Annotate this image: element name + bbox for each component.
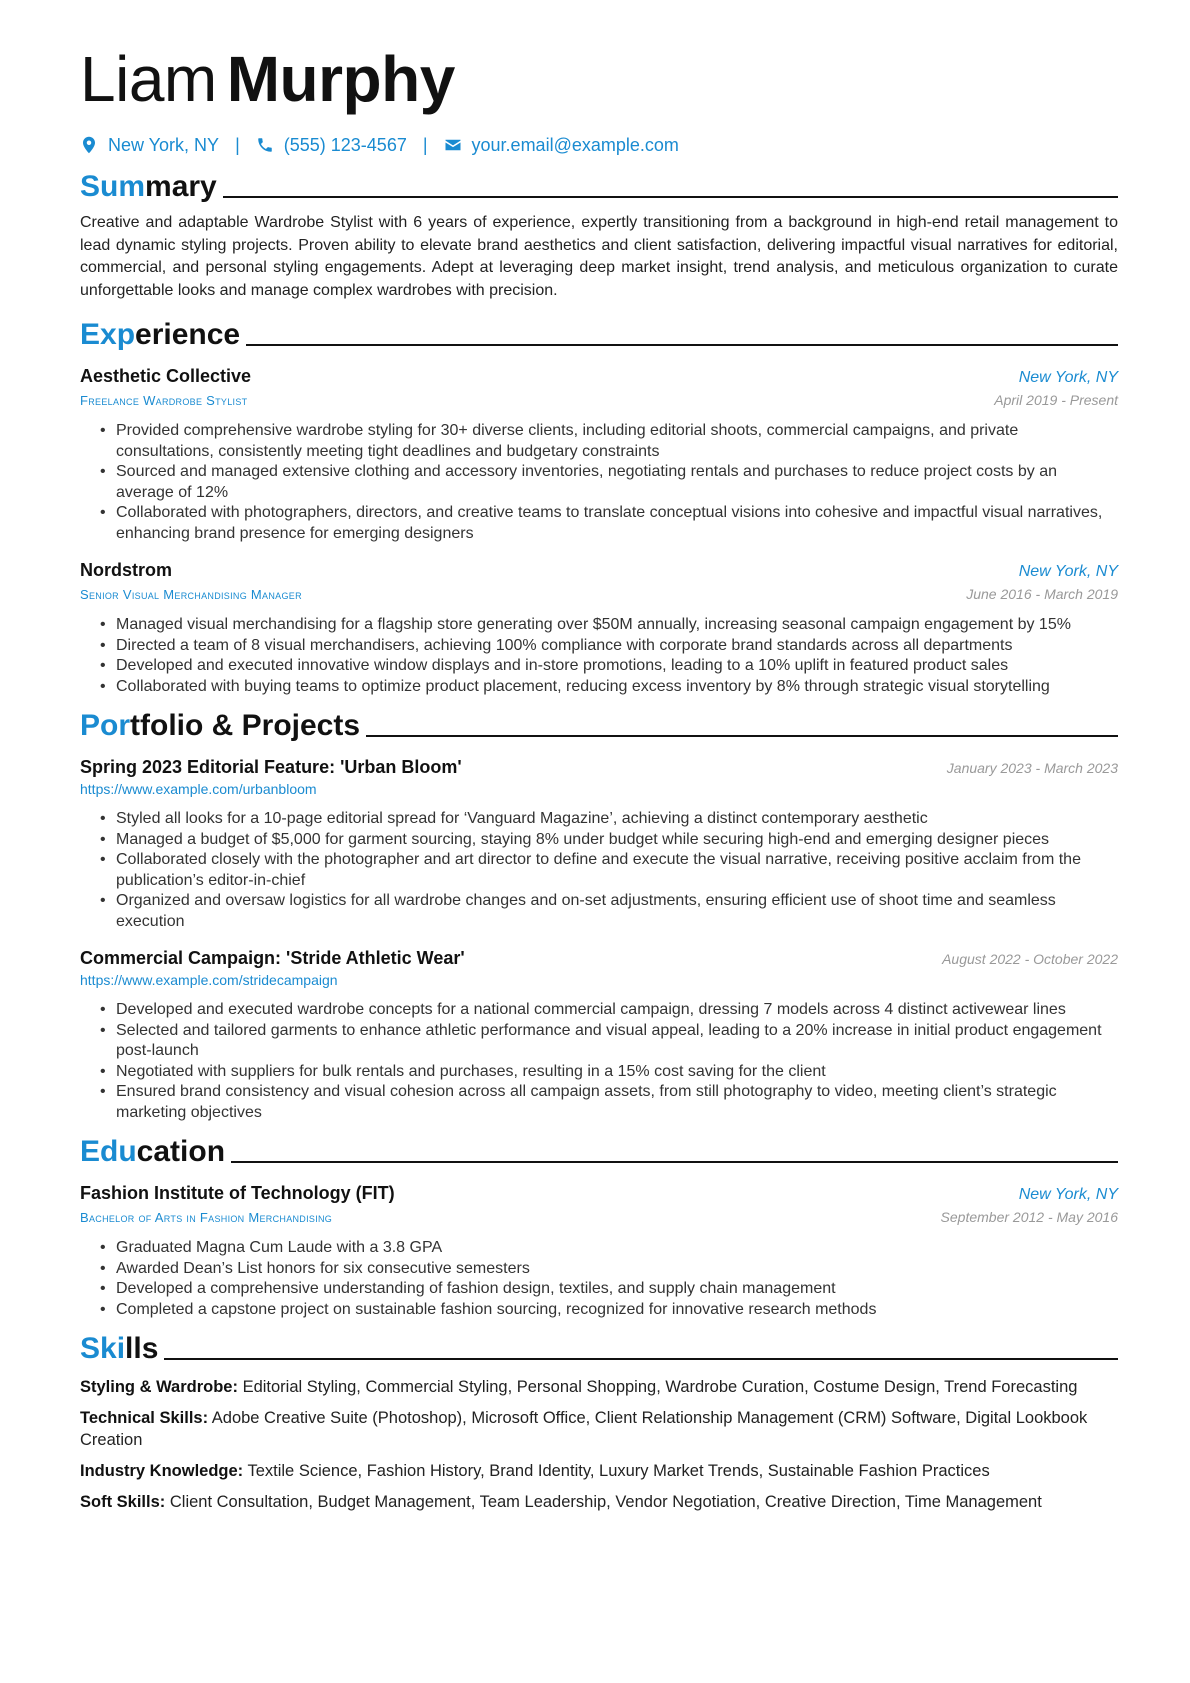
section-rule (366, 735, 1118, 737)
project-link[interactable]: https://www.example.com/stridecampaign (80, 972, 338, 988)
last-name: Murphy (226, 43, 455, 115)
bullet-item: • Managed a budget of $5,000 for garment sourcing, staying 8% under budget while securing high-end and emerging designer pieces (116, 830, 1118, 851)
degree: Bachelor of Arts in Fashion Merchandising (80, 1210, 333, 1225)
section-rule (246, 344, 1118, 346)
project-link[interactable]: https://www.example.com/urbanbloom (80, 781, 317, 797)
bullet-item: • Provided comprehensive wardrobe styling for 30+ diverse clients, including editorial shoots, commercial campaigns, and private consultations, consistently meeting tight deadlines and budgetary constraints (116, 421, 1118, 462)
summary-section-header (80, 166, 1118, 204)
bullet-list (80, 809, 1118, 932)
bullet-list (80, 421, 1118, 544)
skill-row (80, 1407, 1118, 1451)
skill-label: Styling & Wardrobe: (80, 1378, 238, 1396)
contact-phone[interactable] (256, 135, 407, 156)
project-entry (80, 755, 1118, 932)
section-title: Summary (80, 170, 217, 203)
section-rule (223, 196, 1118, 198)
bullet-item: • Selected and tailored garments to enhance athletic performance and visual appeal, leading to a 20% increase in initial product engagement post-launch (116, 1021, 1118, 1062)
skill-label: Technical Skills: (80, 1409, 209, 1427)
candidate-name (80, 40, 1118, 118)
contact-email[interactable] (444, 135, 679, 156)
bullet-list (80, 1000, 1118, 1123)
summary-paragraph: Creative and adaptable Wardrobe Stylist with 6 years of experience, expertly transitioning from a background in high-end retail management to lead dynamic styling projects. Proven ability to elevate brand aesthetics and client satisfaction, delivering impactful visual narratives for editorial, commercial, and personal styling engagements. Adept at leveraging deep market insight, trend analysis, and meticulous organization to curate unforgettable looks and manage complex wardrobes with precision. (80, 214, 1118, 299)
skill-row (80, 1460, 1118, 1482)
education-entry (80, 1181, 1118, 1320)
contact-separator: | (235, 134, 240, 155)
skill-value: Textile Science, Fashion History, Brand Identity, Luxury Market Trends, Sustainable Fashion Practices (247, 1462, 990, 1480)
location-text: New York, NY (108, 134, 220, 155)
company-name: Nordstrom (80, 560, 173, 580)
project-title: Commercial Campaign: 'Stride Athletic Wear' (80, 948, 465, 968)
bullet-item: • Organized and oversaw logistics for all wardrobe changes and on-set adjustments, ensuring efficient use of shoot time and seamless execution (116, 891, 1118, 932)
entry-location: New York, NY (1018, 1186, 1118, 1203)
job-role: Freelance Wardrobe Stylist (80, 393, 248, 408)
bullet-item: • Developed and executed wardrobe concepts for a national commercial campaign, dressing 7 models across 4 distinct activewear lines (116, 1000, 1118, 1021)
bullet-item: • Developed a comprehensive understanding of fashion design, textiles, and supply chain management (116, 1279, 1118, 1300)
entry-dates: September 2012 - May 2016 (940, 1209, 1118, 1225)
experience-section-header (80, 314, 1118, 352)
map-marker-icon (80, 136, 98, 154)
bullet-item: • Negotiated with suppliers for bulk rentals and purchases, resulting in a 15% cost saving for the client (116, 1062, 1118, 1083)
education-section-header (80, 1131, 1118, 1169)
contact-location (80, 135, 219, 156)
bullet-list (80, 615, 1118, 697)
skill-value: Adobe Creative Suite (Photoshop), Microsoft Office, Client Relationship Management (CRM) Software, Digital Lookbook Creation (80, 1409, 1088, 1449)
section-title: Skills (80, 1332, 159, 1365)
phone-icon (256, 136, 274, 154)
job-role: Senior Visual Merchandising Manager (80, 587, 302, 602)
project-entry (80, 946, 1118, 1123)
skills-section-header (80, 1328, 1118, 1366)
bullet-item: • Managed visual merchandising for a flagship store generating over $50M annually, increasing seasonal campaign engagement by 15% (116, 615, 1118, 636)
bullet-list (80, 1238, 1118, 1320)
experience-entry (80, 558, 1118, 697)
skill-value: Editorial Styling, Commercial Styling, Personal Shopping, Wardrobe Curation, Costume Design, Trend Forecasting (242, 1378, 1078, 1396)
email-text: your.email@example.com (471, 134, 679, 155)
skills-list (80, 1376, 1118, 1513)
contact-bar (80, 132, 1118, 158)
skill-label: Soft Skills: (80, 1493, 166, 1511)
entry-location: New York, NY (1018, 369, 1118, 386)
education-list (80, 1181, 1118, 1320)
entry-dates: August 2022 - October 2022 (942, 951, 1118, 967)
section-rule (231, 1161, 1118, 1163)
resume-page (80, 40, 1118, 1522)
bullet-item: • Graduated Magna Cum Laude with a 3.8 GPA (116, 1238, 1118, 1259)
bullet-item: • Collaborated with photographers, directors, and creative teams to translate conceptual visions into cohesive and impactful visual narratives, enhancing brand presence for emerging designers (116, 503, 1118, 544)
section-title: Education (80, 1135, 226, 1168)
bullet-item: • Directed a team of 8 visual merchandisers, achieving 100% compliance with corporate brand standards across all departments (116, 636, 1118, 657)
bullet-item: • Developed and executed innovative window displays and in-store promotions, leading to a 10% uplift in featured product sales (116, 656, 1118, 677)
skill-row (80, 1491, 1118, 1513)
bullet-item: • Sourced and managed extensive clothing and accessory inventories, negotiating rentals and purchases to reduce project costs by an average of 12% (116, 462, 1118, 503)
first-name: Liam (80, 43, 217, 115)
section-title: Portfolio & Projects (80, 709, 361, 742)
entry-location: New York, NY (1018, 563, 1118, 580)
bullet-item: • Awarded Dean’s List honors for six consecutive semesters (116, 1259, 1118, 1280)
entry-dates: April 2019 - Present (994, 392, 1118, 408)
skill-value: Client Consultation, Budget Management, Team Leadership, Vendor Negotiation, Creative Direction, Time Management (169, 1493, 1042, 1511)
contact-separator: | (422, 134, 428, 155)
bullet-item: • Collaborated with buying teams to optimize product placement, reducing excess inventory by 8% through strategic visual storytelling (116, 677, 1118, 698)
school-name: Fashion Institute of Technology (FIT) (80, 1183, 395, 1203)
bullet-item: • Completed a capstone project on sustainable fashion sourcing, recognized for innovative research methods (116, 1300, 1118, 1321)
envelope-icon (444, 136, 462, 154)
projects-section-header (80, 705, 1118, 743)
experience-list (80, 364, 1118, 697)
section-title: Experience (80, 318, 241, 351)
project-title: Spring 2023 Editorial Feature: 'Urban Bloom' (80, 757, 462, 777)
skill-row (80, 1376, 1118, 1398)
bullet-item: • Styled all looks for a 10-page editorial spread for ‘Vanguard Magazine’, achieving a distinct contemporary aesthetic (116, 809, 1118, 830)
entry-dates: June 2016 - March 2019 (966, 586, 1118, 602)
experience-entry (80, 364, 1118, 544)
entry-dates: January 2023 - March 2023 (946, 760, 1118, 776)
bullet-item: • Ensured brand consistency and visual cohesion across all campaign assets, from still photography to video, meeting client’s strategic marketing objectives (116, 1082, 1118, 1123)
company-name: Aesthetic Collective (80, 366, 252, 386)
projects-list (80, 755, 1118, 1123)
skill-label: Industry Knowledge: (80, 1462, 244, 1480)
section-rule (164, 1358, 1118, 1360)
phone-text: (555) 123-4567 (283, 134, 407, 155)
bullet-item: • Collaborated closely with the photographer and art director to define and execute the visual narrative, receiving positive acclaim from the publication’s editor-in-chief (116, 850, 1118, 891)
